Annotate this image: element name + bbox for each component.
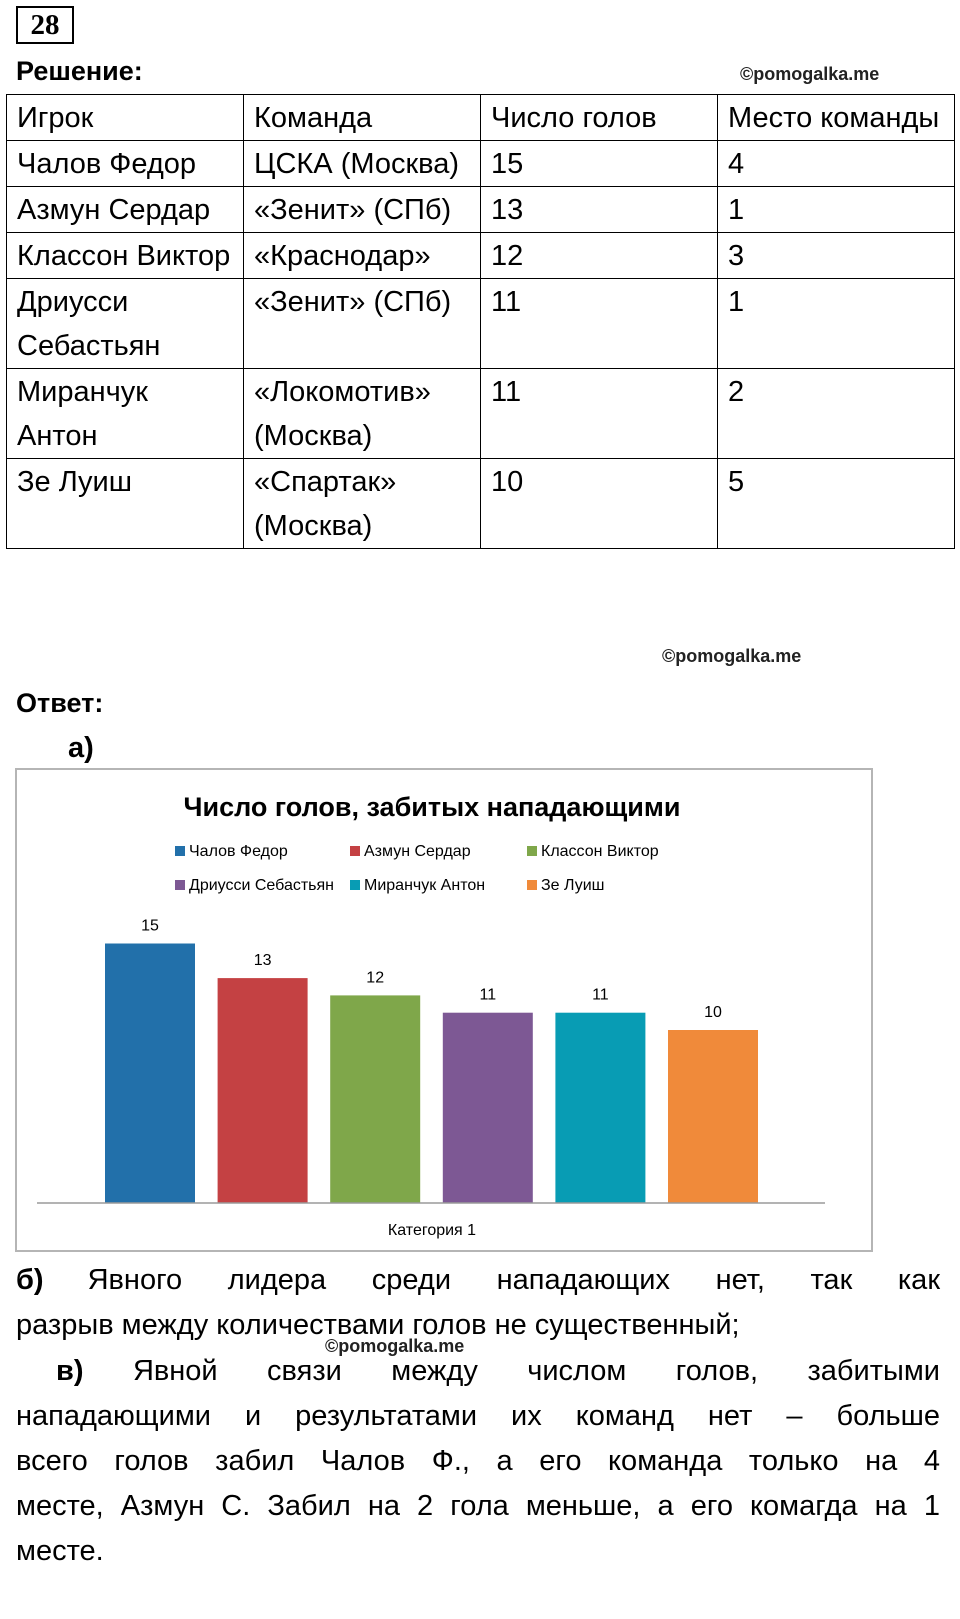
watermark-bottom: ©pomogalka.me [325, 1336, 465, 1356]
table-cell: «Зенит» (СПб) [244, 187, 481, 233]
legend-swatch [175, 880, 185, 890]
part-c-line-5: месте. [16, 1535, 104, 1567]
part-b-line-1 [16, 1258, 940, 1303]
legend-label: Зе Луиш [541, 877, 605, 894]
data-label: 11 [592, 986, 609, 1004]
chart-title: Число голов, забитых нападающими [183, 792, 681, 822]
table-cell: 4 [718, 141, 955, 187]
legend-swatch [527, 846, 537, 856]
part-c-text-1: Явной связи между числом голов, забитыми [132, 1355, 940, 1387]
bar [218, 978, 308, 1203]
part-c-line-3: всего голов забил Чалов Ф., а его команда только на 4 [16, 1445, 940, 1477]
part-c-label: в) [56, 1355, 84, 1387]
legend-swatch [175, 846, 185, 856]
table-cell: 13 [481, 187, 718, 233]
bar [443, 1013, 533, 1203]
table-cell: 11 [481, 369, 718, 459]
watermark-top: ©pomogalka.me [740, 64, 880, 84]
x-category-label: Категория 1 [387, 1222, 477, 1239]
part-c-line-1 [16, 1349, 940, 1394]
part-b-label: б) [16, 1264, 44, 1296]
table-cell: Дриусси Себастьян [7, 279, 244, 369]
bar [668, 1030, 758, 1203]
bar [105, 944, 195, 1204]
bar [330, 995, 420, 1203]
solution-label: Решение: [16, 56, 143, 86]
table-row [7, 233, 955, 279]
table-cell: 3 [718, 233, 955, 279]
part-c-paragraph [16, 1349, 940, 1574]
part-c-line-4: месте, Азмун С. Забил на 2 гола меньше, а его комагда на 1 [16, 1490, 940, 1522]
data-label: 13 [253, 952, 272, 970]
watermark-table: ©pomogalka.me [662, 646, 802, 666]
legend-label: Чалов Федор [189, 843, 288, 860]
table-cell [718, 459, 955, 549]
table-cell: 2 [718, 369, 955, 459]
part-b-text-1: Явного лидера среди нападающих нет, так как [87, 1264, 940, 1296]
legend-swatch [527, 880, 537, 890]
table-row [7, 459, 955, 549]
table-header-row [7, 95, 955, 141]
table-cell: «Локомотив» (Москва) [244, 369, 481, 459]
table-row [7, 141, 955, 187]
part-b-line-2: разрыв между количествами голов не существенный; [16, 1309, 740, 1341]
data-label: 10 [704, 1004, 722, 1021]
bar-chart [15, 768, 873, 1252]
place-value: 5 [728, 466, 745, 498]
part-a-label: а) [68, 732, 94, 764]
table-cell: Миранчук Антон [7, 369, 244, 459]
table-cell: Классон Виктор [7, 233, 244, 279]
legend-label: Дриусси Себастьян [189, 877, 335, 894]
data-label: 11 [479, 986, 497, 1004]
legend-label: Миранчук Антон [364, 877, 486, 894]
header-cell: Игрок [7, 95, 244, 141]
table-row [7, 279, 955, 369]
answer-label: Ответ: [16, 688, 104, 718]
table-cell: Азмун Сердар [7, 187, 244, 233]
table-cell: «Спартак» (Москва) [244, 459, 481, 549]
table-row [7, 369, 955, 459]
table-cell: Зе Луиш [7, 459, 244, 549]
header-cell: Число голов [481, 95, 718, 141]
table-cell: 15 [481, 141, 718, 187]
task-number: 28 [16, 6, 74, 44]
legend-swatch [350, 846, 360, 856]
data-label: 12 [366, 969, 385, 987]
table-cell: ЦСКА (Москва) [244, 141, 481, 187]
legend-swatch [350, 880, 360, 890]
table-cell: 1 [718, 279, 955, 369]
table-cell: Чалов Федор [7, 141, 244, 187]
legend-label: Азмун Сердар [364, 843, 471, 860]
data-label: 15 [141, 917, 159, 935]
table-cell: 1 [718, 187, 955, 233]
part-b-paragraph [16, 1258, 940, 1348]
part-c-line-2: нападающими и результатами их команд нет – больше [16, 1400, 940, 1432]
table-cell: 10 [481, 459, 718, 549]
table-row [7, 187, 955, 233]
chart-canvas [17, 770, 871, 1250]
header-cell: Место команды [718, 95, 955, 141]
goals-table [6, 94, 955, 549]
legend-label: Классон Виктор [541, 843, 659, 860]
header-cell: Команда [244, 95, 481, 141]
table-cell: «Краснодар» [244, 233, 481, 279]
table-cell: 12 [481, 233, 718, 279]
table-cell: 11 [481, 279, 718, 369]
table-cell: «Зенит» (СПб) [244, 279, 481, 369]
bar [555, 1013, 645, 1203]
